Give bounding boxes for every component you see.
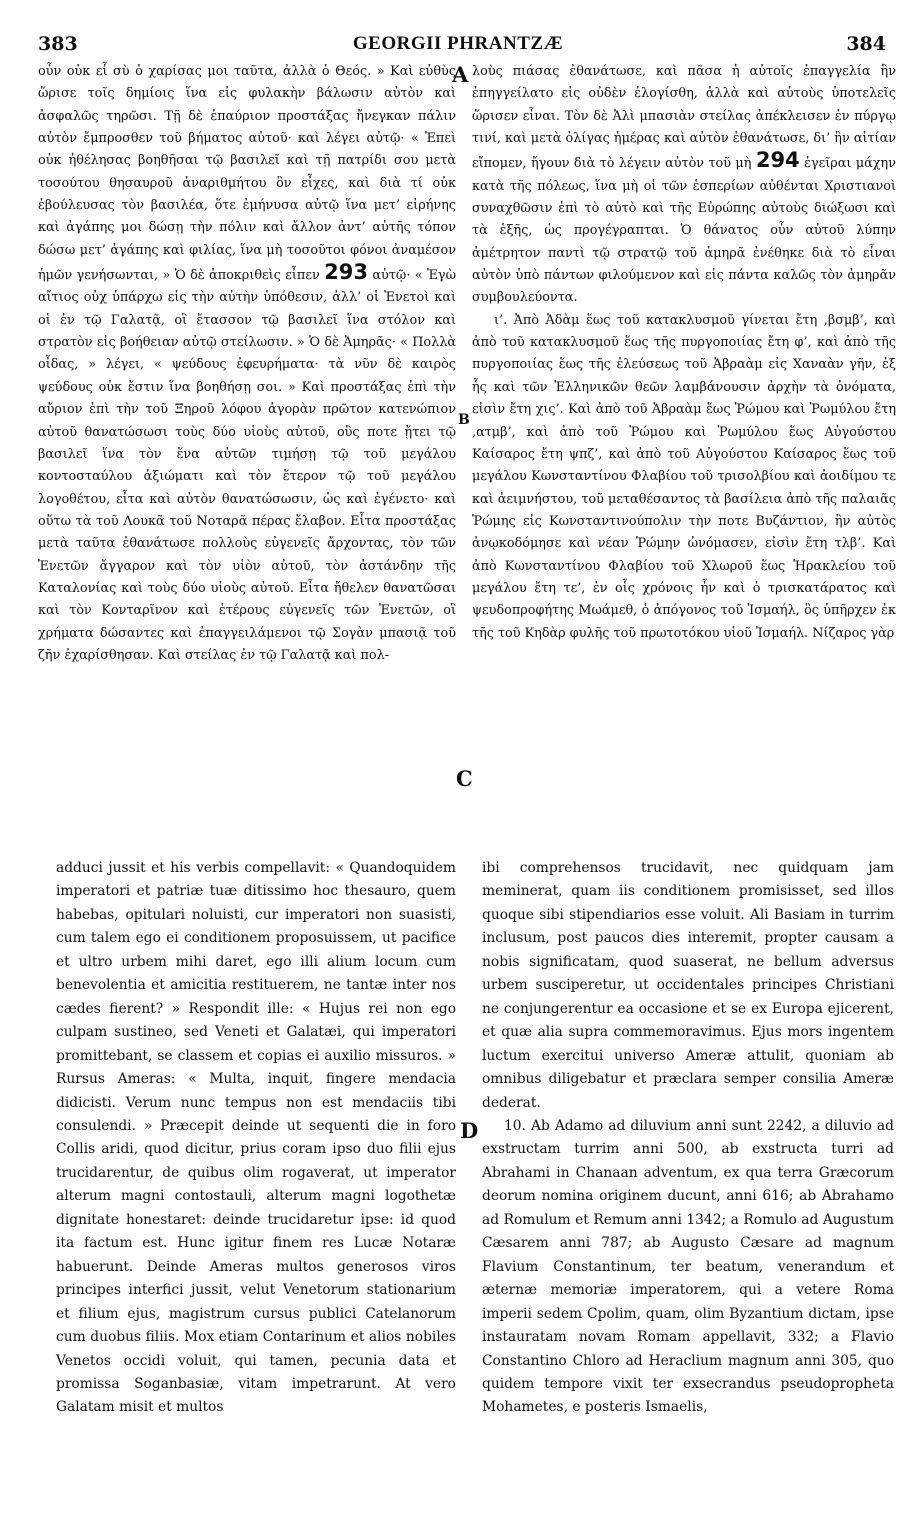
latin-column-right [482, 857, 894, 1420]
page-header [30, 30, 886, 60]
greek-right-paragraph-1 [472, 61, 896, 310]
margin-letter-d: D [460, 1118, 479, 1143]
margin-letter-c: C [456, 766, 473, 791]
greek-right-text-1: λοὺς πιάσας ἐθανάτωσε, καὶ πᾶσα ἡ αὐτοῖς ἐπαγγελία ἣν ἐπηγγείλατο εἰς οὐδὲν ἐλογίσθη, ἀλλὰ καὶ αὐτοὺς ὑποτελεῖς ὥρισεν εἶναι. Τὸν δὲ Ἀλὶ μπασιὰν στείλας ἀπέκλεισεν ἐν πύργῳ τινί, καὶ μετὰ ὀλίγας ἡμέρας καὶ αὐτὸν ἐθανάτωσε, δι’ ἣν αἰτίαν εἴπομεν, ἤγουν διὰ τὸ λέγειν αὐτὸν τοῦ μὴ [472, 64, 896, 172]
greek-left-paragraph [38, 61, 456, 667]
greek-page-number-293: 293 [324, 260, 368, 285]
greek-right-paragraph-2: ι’. Ἀπὸ Ἀδὰμ ἕως τοῦ κατακλυσμοῦ γίνεται ἔτη ,βσμβ’, καὶ ἀπὸ τοῦ κατακλυσμοῦ ἕως τῆς πυργοποιίας ἔτη φ’, καὶ ἀπὸ τῆς πυργοποιίας ἕως τῆς ἐλεύσεως τοῦ Ἀβραὰμ εἰς Χαναὰν γῆν, ἐξ ἧς καὶ τῶν Ἑλληνικῶν θεῶν λαμβάνουσιν ἀρχὴν τὰ ὀνόματα, εἰσὶν ἔτη χις’. Καὶ ἀπὸ τοῦ Ἀβραὰμ ἕως Ῥώμου καὶ Ῥωμύλου ἔτη ,ατμβ’, καὶ ἀπὸ τοῦ Ῥώμου καὶ Ῥωμύλου ἕως Αὐγούστου Καίσαρος ἔτη ψπζ’, καὶ ἀπὸ τοῦ Αὐγούστου Καίσαρος ἕως τοῦ μεγάλου Κωνσταντίνου Φλαβίου τοῦ τρισολβίου καὶ ἀοιδίμου τε καὶ ἀειμνήστου, τοῦ μεταθέσαντος τὰ βασίλεια ἀπὸ τῆς παλαιᾶς Ῥώμης εἰς Κωνσταντινούπολιν τὴν ποτε Βυζάντιον, ἣν αὐτὸς ἀνῳκοδόμησε καὶ νέαν Ῥώμην ὠνόμασεν, εἰσὶν ἔτη τλβ’. Καὶ ἀπὸ Κωνσταντίνου Φλαβίου τοῦ Χλωροῦ ἕως Ἡρακλείου τοῦ μεγάλου ἔτη τε’, ἐν οἷς χρόνοις ἦν καὶ ὁ τρισκατάρατος καὶ ψευδοπροφήτης Μωάμεθ, ὁ ἀπόγονος τοῦ Ἰσμαήλ, ὃς ὑπῆρχεν ἐκ τῆς τοῦ Κηδὰρ φυλῆς τοῦ πρωτοτόκου υἱοῦ Ἰσμαήλ. Νίζαρος γὰρ [472, 312, 896, 641]
margin-letter-b: B [458, 412, 470, 428]
running-title: GEORGII PHRANTZÆ [352, 33, 564, 54]
latin-right-paragraph-1: ibi comprehensos trucidavit, nec quidquam jam meminerat, quam iis conditionem promisisset, sed illos quoque sibi stipendiarios esse voluit. Ali Basiam in turrim inclusum, post paucos dies interemit, propter causam a nobis significatam, quod suaserat, ne bellum adversus urbem susciperetur, ut occidentales principes Christiani ne conjungerentur ea occasione et se ex Europa ejicerent, et quæ alia supra commemoravimus. Ejus mors ingentem luctum exercitui universo Ameræ attulit, quoniam ab omnibus diligebatur et præclara semper consilia Ameræ dederat. [482, 860, 894, 1111]
page-number-right: 384 [846, 33, 886, 55]
greek-column-right [472, 61, 896, 645]
page-number-left: 383 [38, 33, 78, 55]
greek-page-number-294: 294 [755, 148, 800, 173]
latin-column-left [56, 857, 456, 1420]
margin-letter-a: A [452, 62, 469, 87]
greek-right-text-2: ἐγεῖραι μάχην κατὰ τῆς πόλεως, ἵνα μὴ οἱ τῶν ἑσπερίων αὐθένται Χριστιανοὶ συναχθῶσιν ἐπὶ τὸ αὐτὸ καὶ τῆς Εὐρώπης αὐτοὺς διώξωσι καὶ τὰ ἑξῆς, ὡς προγέγραπται. Ὁ θάνατος οὖν αὐτοῦ λύπην ἀμέτρητον παντὶ τῷ στρατῷ τοῦ ἀμηρᾶ ἐνέθηκε διὰ τὸ εἶναι αὐτὸν ὑπὸ πάντων φιλούμενον καὶ εἰς πάντα καλῶς τὸν ἀμηρᾶν συμβουλεύοντα. [472, 156, 896, 306]
latin-right-paragraph-2: 10. Ab Adamo ad diluvium anni sunt 2242, a diluvio ad exstructam turrim anni 500, ab exstructa turri ad Abrahami in Chanaan adventum, ex qua terra Græcorum deorum nomina originem ducunt, anni 616; ab Abrahamo ad Romulum et Remum anni 1342; a Romulo ad Augustum Cæsarem anni 787; ab Augusto Cæsare ad magnum Flavium Constantinum, ter beatum, venerandum et æternæ memoriæ imperatorem, qui a vetere Roma imperii sedem Cpolim, quam, olim Byzantium dictam, ipse instauratam novam Romam appellavit, 332; a Flavio Constantino Chloro ad Heraclium magnum anni 305, quo quidem tempore vixit ter exsecrandus pseudopropheta Mohametes, e posteris Ismaelis, [482, 1117, 894, 1416]
greek-column-left [38, 61, 456, 667]
greek-left-text-2: αὐτῷ· « Ἐγὼ αἴτιος οὐχ ὑπάρχω εἰς τὴν αὐτὴν ὑπόθεσιν, ἀλλ’ οἱ Ἐνετοὶ καὶ οἱ ἐν τῷ Γαλατᾷ, οἳ ἔτασσον τῷ βασιλεῖ ἵνα στόλον καὶ στρατὸν εἰς βοήθειαν αὐτῷ στείλωσιν. » Ὁ δὲ Ἀμηρᾶς· « Πολλὰ οἶδας, » λέγει, « ψεύδους ἐφευρήματα· τὰ νῦν δὲ καιρὸς ψεύδους οὐκ ἔστιν ἵνα βοηθήσῃ σοι. » Καὶ προστάξας ἐπὶ τὴν αὔριον ἐπὶ τὴν τοῦ Ξηροῦ λόφου ἀγορὰν πρῶτον κατενώπιον αὐτοῦ θανατώσωσι τοὺς δύο υἱοὺς αὐτοῦ, οὓς ποτε ᾔτει τῷ βασιλεῖ ἵνα τὸν ἕνα αὐτῶν τιμήσῃ τῷ τοῦ μεγάλου κοντοσταύλου ἀξιώματι καὶ τὸν ἕτερον τῷ τοῦ μεγάλου λογοθέτου, εἶτα καὶ αὐτὸν θανατώσωσιν, ὡς καὶ ἐγένετο· καὶ οὕτω τὰ τοῦ Λουκᾶ τοῦ Νοταρᾶ πέρας ἔλαβον. Εἶτα προστάξας μετὰ ταῦτα ἐθανάτωσε πολλοὺς εὐγενεῖς ἄρχοντας, τὸν τῶν Ἐνετῶν ἄγγαρον καὶ τὸν υἱὸν αὐτοῦ, τὸν ἀστάνδην τῆς Καταλονίας καὶ τοὺς δύο υἱοὺς αὐτοῦ. Εἶτα ἤθελεν θανατῶσαι καὶ τὸν Κονταρῖνον καὶ ἑτέρους εὐγενεῖς τῶν Ἐνετῶν, οἳ χρήματα δώσαντες καὶ ἐπαγγειλάμενοι τῷ Σογὰν μπασιᾷ τοῦ ζῆν ἐχαρίσθησαν. Καὶ στείλας ἐν τῷ Γαλατᾷ καὶ πολ- [38, 268, 457, 663]
greek-left-text-1: οὖν οὐκ εἶ σὺ ὁ χαρίσας μοι ταῦτα, ἀλλὰ ὁ Θεός. » Καὶ εὐθὺς ὥρισε τοῖς δημίοις ἵνα εἰς φυλακὴν βάλωσιν αὐτὸν καὶ ἀσφαλῶς τηρῶσι. Τῇ δὲ ἐπαύριον προστάξας ἤνεγκαν πάλιν αὐτὸν ἔμπροσθεν τοῦ βήματος αὐτοῦ· καὶ λέγει αὐτῷ· « Ἐπεὶ οὐκ ἠθέλησας βοηθῆσαι τῷ βασιλεῖ καὶ τῇ πατρίδι σου μετὰ τοσούτου θησαυροῦ ἀναριθμήτου ὃν εἶχες, καὶ διὰ τί οὐκ ἐβούλευσας τὸν βασιλέα, ὅτε ἐμήνυσα αὐτῷ ἵνα μετ’ εἰρήνης καὶ ἀγάπης μοι δώσῃ τὴν πόλιν καὶ ἄλλον ἀντ’ αὐτῆς τόπον δώσω μετ’ ἀγάπης καὶ φιλίας, ἵνα μὴ τοσοῦτοι φόνοι ἀναμέσον ἡμῶν γενήσωνται, » Ὁ δὲ ἀποκριθεὶς εἶπεν [38, 64, 456, 284]
latin-left-paragraph: adduci jussit et his verbis compellavit: « Quandoquidem imperatori et patriæ tuæ ditissimo hoc thesauro, quem habebas, opitulari noluisti, cur imperatori non suasisti, cum talem ego ei conditionem proposuissem, ut pacifice et ultro urbem mihi daret, ego illi alium locum cum benevolentia et amicitia restituerem, ne tantæ inter nos cædes fierent? » Respondit ille: « Hujus rei non ego culpam sustineo, sed Veneti et Galatæi, qui imperatori promittebant, se classem et copias ei auxilio missuros. » Rursus Ameras: « Multa, inquit, fingere mendacia didicisti. Verum nunc tempus non est mendaciis tibi consulendi. » Præcepit deinde ut sequenti die in foro Collis aridi, quod dicitur, prius coram ipso duo filii ejus trucidarentur, de quibus olim rogaverat, ut imperator alterum magni contostauli, alterum magni logothetæ dignitate honestaret: deinde trucidaretur ipse: id quod ita factum est. Hunc igitur finem res Lucæ Notaræ habuerunt. Deinde Ameras multos generosos viros principes interfici jussit, velut Venetorum stationarium et filium ejus, magistrum cursus publici Catelanorum cum duobus filiis. Mox etiam Contarinum et alios nobiles Venetos occidi voluit, qui tamen, pecunia data et promissa Soganbasiæ, vitam impetrarunt. At vero Galatam misit et multos [56, 860, 456, 1416]
